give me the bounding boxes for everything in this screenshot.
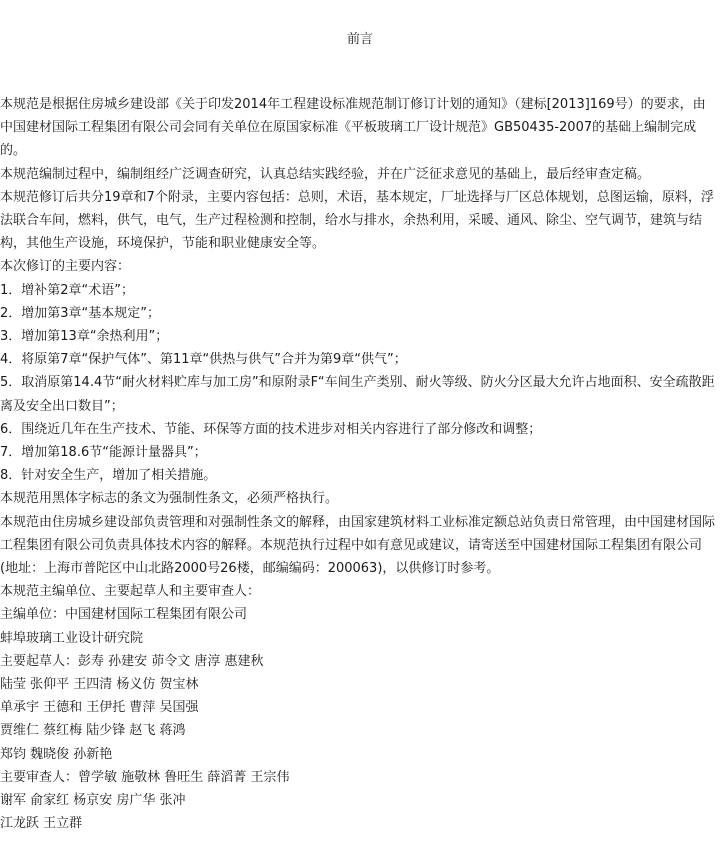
paragraph: 陆莹 张仰平 王四清 杨义仿 贺宝林	[0, 677, 199, 693]
list-item: 4．将原第7章“保护气体”、第11章“供热与供气”合并为第9章“供气”；	[0, 352, 407, 368]
paragraph: 蚌埠玻璃工业设计研究院	[0, 630, 144, 646]
paragraph: 本次修订的主要内容：	[0, 259, 131, 275]
list-item: 1．增补第2章“术语”；	[0, 282, 135, 298]
list-item: 8．针对安全生产，增加了相关措施。	[0, 468, 217, 484]
paragraph: 江龙跃 王立群	[0, 816, 83, 832]
paragraph: 本规范由住房城乡建设部负责管理和对强制性条文的解释，由国家建筑材料工业标准定额总站负责日常管理，由中国建材国际工程集团有限公司负责具体技术内容的解释。本规范执行过程中如有意见或建议，请寄送至中国建材国际工程集团有限公司(地址：上海市普陀区中山北路2000号26楼，邮编编码：200063)，以供修订时参考。	[0, 514, 716, 577]
paragraph: 主编单位：中国建材国际工程集团有限公司	[0, 607, 248, 623]
page-title: 前言	[346, 32, 373, 47]
document-body	[0, 93, 718, 836]
list-item: 6．围绕近几年在生产技术、节能、环保等方面的技术进步对相关内容进行了部分修改和调整；	[0, 421, 542, 437]
list-item: 2．增加第3章“基本规定”；	[0, 305, 161, 321]
paragraph: 主要起草人：彭寿 孙建安 茆令文 唐淳 惠建秋	[0, 653, 264, 669]
paragraph: 本规范修订后共分19章和7个附录，主要内容包括：总则，术语，基本规定，厂址选择与厂区总体规划，总图运输，原料，浮法联合车间，燃料，供气，电气，生产过程检测和控制，给水与排水，余热利用，采暖、通风、除尘、空气调节，建筑与结构，其他生产设施，环境保护，节能和职业健康安全等。	[0, 189, 714, 252]
paragraph: 本规范是根据住房城乡建设部《关于印发2014年工程建设标准规范制订修订计划的通知》（建标[2013]169号）的要求，由中国建材国际工程集团有限公司会同有关单位在原国家标准《平板玻璃工厂设计规范》GB50435-2007的基础上编制完成的。	[0, 97, 706, 159]
list-item: 5．取消原第14.4节“耐火材料贮库与加工房”和原附录F“车间生产类别、耐火等级、防火分区最大允许占地面积、安全疏散距离及安全出口数目”；	[0, 375, 715, 414]
paragraph: 本规范主编单位、主要起草人和主要审查人：	[0, 584, 261, 600]
list-item: 3．增加第13章“余热利用”；	[0, 329, 169, 345]
paragraph: 贾维仁 蔡红梅 陆少锋 赵飞 蒋鸿	[0, 723, 186, 739]
paragraph: 谢军 俞家红 杨京安 房广华 张冲	[0, 793, 186, 809]
paragraph: 本规范用黑体字标志的条文为强制性条文，必须严格执行。	[0, 491, 339, 507]
paragraph: 郑钧 魏晓俊 孙新艳	[0, 746, 113, 762]
paragraph: 主要审查人：曾学敏 施敬林 鲁旺生 薛滔菁 王宗伟	[0, 769, 290, 785]
paragraph: 本规范编制过程中，编制组经广泛调查研究，认真总结实践经验，并在广泛征求意见的基础上，最后经审查定稿。	[0, 166, 651, 182]
paragraph: 单承宇 王德和 王伊托 曹萍 吴国强	[0, 700, 199, 716]
list-item: 7．增加第18.6节“能源计量器具”；	[0, 445, 207, 461]
